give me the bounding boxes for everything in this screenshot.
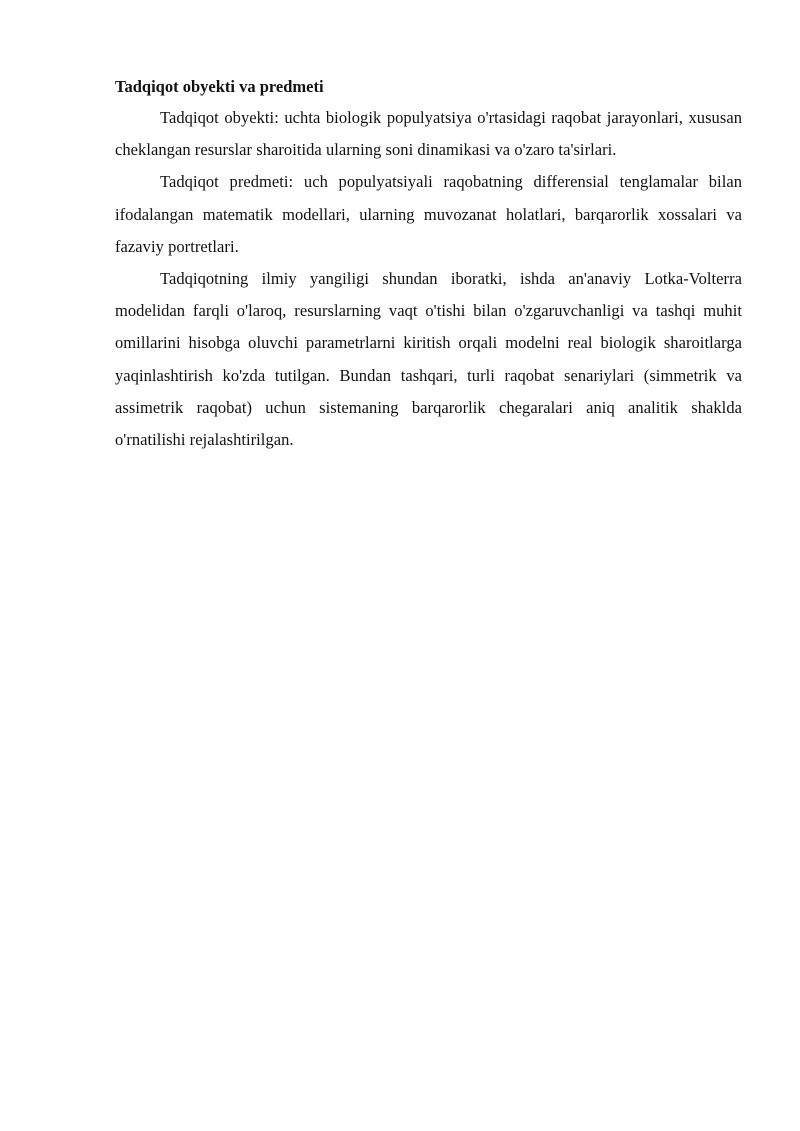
paragraph-subject: Tadqiqot predmeti: uch populyatsiyali raqobatning differensial tenglamalar bilan ifodalangan matematik modellari, ularning muvozanat holatlari, barqarorlik xossalari va fazaviy portretlari. xyxy=(115,172,742,256)
document-page xyxy=(115,74,742,456)
paragraph-novelty: Tadqiqotning ilmiy yangiligi shundan iboratki, ishda an'anaviy Lotka-Volterra modelidan farqli o'laroq, resurslarning vaqt o'tishi bilan o'zgaruvchanligi va tashqi muhit omillarini hisobga oluvchi parametrlarni kiritish orqali modelni real biologik sharoitlarga yaqinlashtirish ko'zda tutilgan. Bundan tashqari, turli raqobat senariylari (simmetrik va assimetrik raqobat) uchun sistemaning barqarorlik chegaralari aniq analitik shaklda o'rnatilishi rejalashtirilgan. xyxy=(115,269,742,450)
section-heading: Tadqiqot obyekti va predmeti xyxy=(115,77,324,96)
paragraph-object: Tadqiqot obyekti: uchta biologik populyatsiya o'rtasidagi raqobat jarayonlari, xususan cheklangan resurslar sharoitida ularning soni dinamikasi va o'zaro ta'sirlari. xyxy=(115,108,742,160)
